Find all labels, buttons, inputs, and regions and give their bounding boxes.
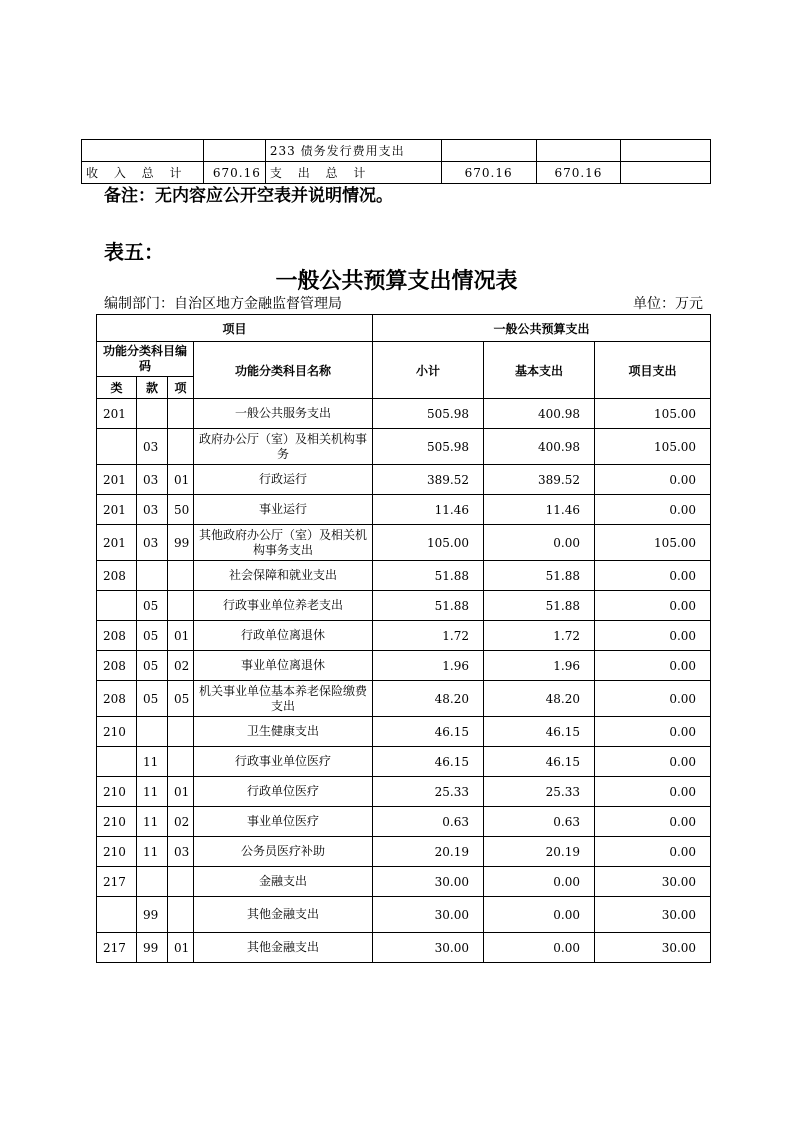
expense-total-label: 支 出 总 计 (265, 162, 441, 184)
table-row (97, 837, 711, 867)
header-code-group: 功能分类科目编码 (97, 342, 194, 377)
table-row (97, 897, 711, 933)
cell-lei: 208 (97, 681, 137, 717)
cell-project: 0.00 (595, 621, 711, 651)
cell-subtotal: 1.96 (373, 651, 484, 681)
header-subtotal: 小计 (373, 342, 484, 399)
table-row (82, 140, 711, 162)
cell-xiang (168, 897, 194, 933)
cell-subtotal: 46.15 (373, 747, 484, 777)
cell-subtotal: 505.98 (373, 399, 484, 429)
cell-project: 30.00 (595, 867, 711, 897)
cell-basic: 25.33 (484, 777, 595, 807)
cell-basic: 1.96 (484, 651, 595, 681)
cell-name: 行政事业单位养老支出 (194, 591, 373, 621)
cell-project: 0.00 (595, 747, 711, 777)
cell-lei: 210 (97, 807, 137, 837)
cell-name: 其他政府办公厅（室）及相关机构事务支出 (194, 525, 373, 561)
section-label: 表五： (104, 240, 164, 264)
cell-subtotal: 25.33 (373, 777, 484, 807)
cell-xiang: 01 (168, 933, 194, 963)
cell-kuan: 11 (137, 777, 168, 807)
table-row (97, 561, 711, 591)
cell-basic: 51.88 (484, 561, 595, 591)
cell-name: 一般公共服务支出 (194, 399, 373, 429)
cell-name: 行政事业单位医疗 (194, 747, 373, 777)
cell-kuan: 99 (137, 897, 168, 933)
note: 备注：无内容应公开空表并说明情况。 (104, 186, 393, 206)
cell-project: 30.00 (595, 897, 711, 933)
cell-project: 0.00 (595, 807, 711, 837)
department: 编制部门：自治区地方金融监督管理局 (104, 296, 342, 312)
cell-project: 0.00 (595, 561, 711, 591)
cell-subtotal: 51.88 (373, 561, 484, 591)
cell-lei: 210 (97, 717, 137, 747)
cell-kuan (137, 561, 168, 591)
cell-kuan: 11 (137, 837, 168, 867)
cell-xiang (168, 399, 194, 429)
cell-kuan: 11 (137, 747, 168, 777)
cell-project: 0.00 (595, 591, 711, 621)
cell-lei: 201 (97, 525, 137, 561)
cell-name: 事业运行 (194, 495, 373, 525)
header-name: 功能分类科目名称 (194, 342, 373, 399)
cell-kuan: 03 (137, 429, 168, 465)
cell-project: 0.00 (595, 651, 711, 681)
cell-xiang (168, 717, 194, 747)
cell-xiang: 02 (168, 807, 194, 837)
cell-subtotal: 11.46 (373, 495, 484, 525)
cell-kuan: 05 (137, 681, 168, 717)
table-row (97, 681, 711, 717)
cell-lei (97, 747, 137, 777)
header-project-exp: 项目支出 (595, 342, 711, 399)
cell-subtotal: 51.88 (373, 591, 484, 621)
income-total: 670.16 (203, 162, 265, 184)
cell-project: 30.00 (595, 933, 711, 963)
income-total-label: 收 入 总 计 (82, 162, 204, 184)
cell-lei: 217 (97, 867, 137, 897)
page-title: 一般公共预算支出情况表 (275, 269, 518, 294)
cell-subtotal: 389.52 (373, 465, 484, 495)
cell-project: 105.00 (595, 399, 711, 429)
cell-subtotal: 30.00 (373, 897, 484, 933)
header-lei: 类 (97, 377, 137, 399)
header-row (97, 315, 711, 342)
cell-subtotal: 20.19 (373, 837, 484, 867)
cell-name: 金融支出 (194, 867, 373, 897)
cell-kuan: 05 (137, 591, 168, 621)
cell-basic: 0.00 (484, 933, 595, 963)
header-basic: 基本支出 (484, 342, 595, 399)
cell-project: 0.00 (595, 495, 711, 525)
table-row (97, 621, 711, 651)
cell-kuan: 03 (137, 495, 168, 525)
cell-basic: 51.88 (484, 591, 595, 621)
cell-kuan: 05 (137, 651, 168, 681)
cell-xiang: 50 (168, 495, 194, 525)
cell-lei (97, 897, 137, 933)
cell-kuan: 03 (137, 465, 168, 495)
cell-kuan (137, 399, 168, 429)
budget-table (96, 314, 711, 963)
cell-subtotal: 1.72 (373, 621, 484, 651)
expense-total-a: 670.16 (441, 162, 536, 184)
table-row (97, 429, 711, 465)
cell-lei: 201 (97, 495, 137, 525)
cell-lei: 208 (97, 621, 137, 651)
cell-basic: 0.63 (484, 807, 595, 837)
header-project: 项目 (97, 315, 373, 342)
cell-subtotal: 0.63 (373, 807, 484, 837)
table-row (97, 465, 711, 495)
cell-xiang: 99 (168, 525, 194, 561)
table-row (97, 495, 711, 525)
cell-basic: 0.00 (484, 897, 595, 933)
cell-lei: 201 (97, 465, 137, 495)
cell-kuan: 05 (137, 621, 168, 651)
cell-basic: 11.46 (484, 495, 595, 525)
table-row (97, 747, 711, 777)
cell-name: 事业单位医疗 (194, 807, 373, 837)
cell-project: 0.00 (595, 465, 711, 495)
cell-lei (97, 591, 137, 621)
cell-name: 公务员医疗补助 (194, 837, 373, 867)
cell-lei: 217 (97, 933, 137, 963)
table-row (97, 525, 711, 561)
cell-basic: 400.98 (484, 399, 595, 429)
cell-lei (97, 429, 137, 465)
cell-xiang (168, 561, 194, 591)
table-row (97, 591, 711, 621)
cell-lei: 208 (97, 561, 137, 591)
cell-basic: 0.00 (484, 867, 595, 897)
cell-lei: 201 (97, 399, 137, 429)
cell-name: 其他金融支出 (194, 933, 373, 963)
cell-project: 105.00 (595, 429, 711, 465)
cell-xiang: 01 (168, 777, 194, 807)
cell-name: 政府办公厅（室）及相关机构事务 (194, 429, 373, 465)
cell-kuan: 99 (137, 933, 168, 963)
cell-basic: 20.19 (484, 837, 595, 867)
cell-name: 行政单位离退休 (194, 621, 373, 651)
cell-project: 0.00 (595, 717, 711, 747)
header-xiang: 项 (168, 377, 194, 399)
cell-project: 0.00 (595, 681, 711, 717)
table-row (97, 933, 711, 963)
cell-xiang: 01 (168, 465, 194, 495)
cell-xiang: 03 (168, 837, 194, 867)
cell-subtotal: 30.00 (373, 867, 484, 897)
cell-kuan (137, 867, 168, 897)
cell-xiang: 01 (168, 621, 194, 651)
cell-project: 0.00 (595, 777, 711, 807)
cell-project: 0.00 (595, 837, 711, 867)
cell-lei: 210 (97, 777, 137, 807)
cell-basic: 46.15 (484, 747, 595, 777)
cell-basic: 400.98 (484, 429, 595, 465)
table-row (97, 651, 711, 681)
cell-name: 卫生健康支出 (194, 717, 373, 747)
table-row (97, 717, 711, 747)
cell-xiang: 02 (168, 651, 194, 681)
cell-basic: 48.20 (484, 681, 595, 717)
cell-basic: 1.72 (484, 621, 595, 651)
cell-name: 行政单位医疗 (194, 777, 373, 807)
cell-name: 行政运行 (194, 465, 373, 495)
cell-xiang (168, 591, 194, 621)
cell-xiang (168, 429, 194, 465)
cell-basic: 0.00 (484, 525, 595, 561)
previous-table-tail (81, 139, 711, 184)
row-name: 233 债务发行费用支出 (265, 140, 441, 162)
cell-kuan (137, 717, 168, 747)
cell-xiang (168, 867, 194, 897)
table-row (97, 777, 711, 807)
header-kuan: 款 (137, 377, 168, 399)
cell-xiang: 05 (168, 681, 194, 717)
cell-lei: 210 (97, 837, 137, 867)
cell-basic: 389.52 (484, 465, 595, 495)
table-row (97, 399, 711, 429)
cell-name: 机关事业单位基本养老保险缴费支出 (194, 681, 373, 717)
cell-subtotal: 46.15 (373, 717, 484, 747)
cell-project: 105.00 (595, 525, 711, 561)
cell-kuan: 03 (137, 525, 168, 561)
cell-name: 其他金融支出 (194, 897, 373, 933)
cell-name: 社会保障和就业支出 (194, 561, 373, 591)
cell-name: 事业单位离退休 (194, 651, 373, 681)
header-budget: 一般公共预算支出 (373, 315, 711, 342)
table-row (97, 807, 711, 837)
table-row (97, 867, 711, 897)
cell-subtotal: 505.98 (373, 429, 484, 465)
cell-subtotal: 30.00 (373, 933, 484, 963)
cell-xiang (168, 747, 194, 777)
cell-subtotal: 105.00 (373, 525, 484, 561)
header-row (97, 342, 711, 377)
unit-label: 单位：万元 (633, 296, 703, 312)
expense-total-b: 670.16 (536, 162, 621, 184)
cell-basic: 46.15 (484, 717, 595, 747)
cell-kuan: 11 (137, 807, 168, 837)
cell-subtotal: 48.20 (373, 681, 484, 717)
cell-lei: 208 (97, 651, 137, 681)
